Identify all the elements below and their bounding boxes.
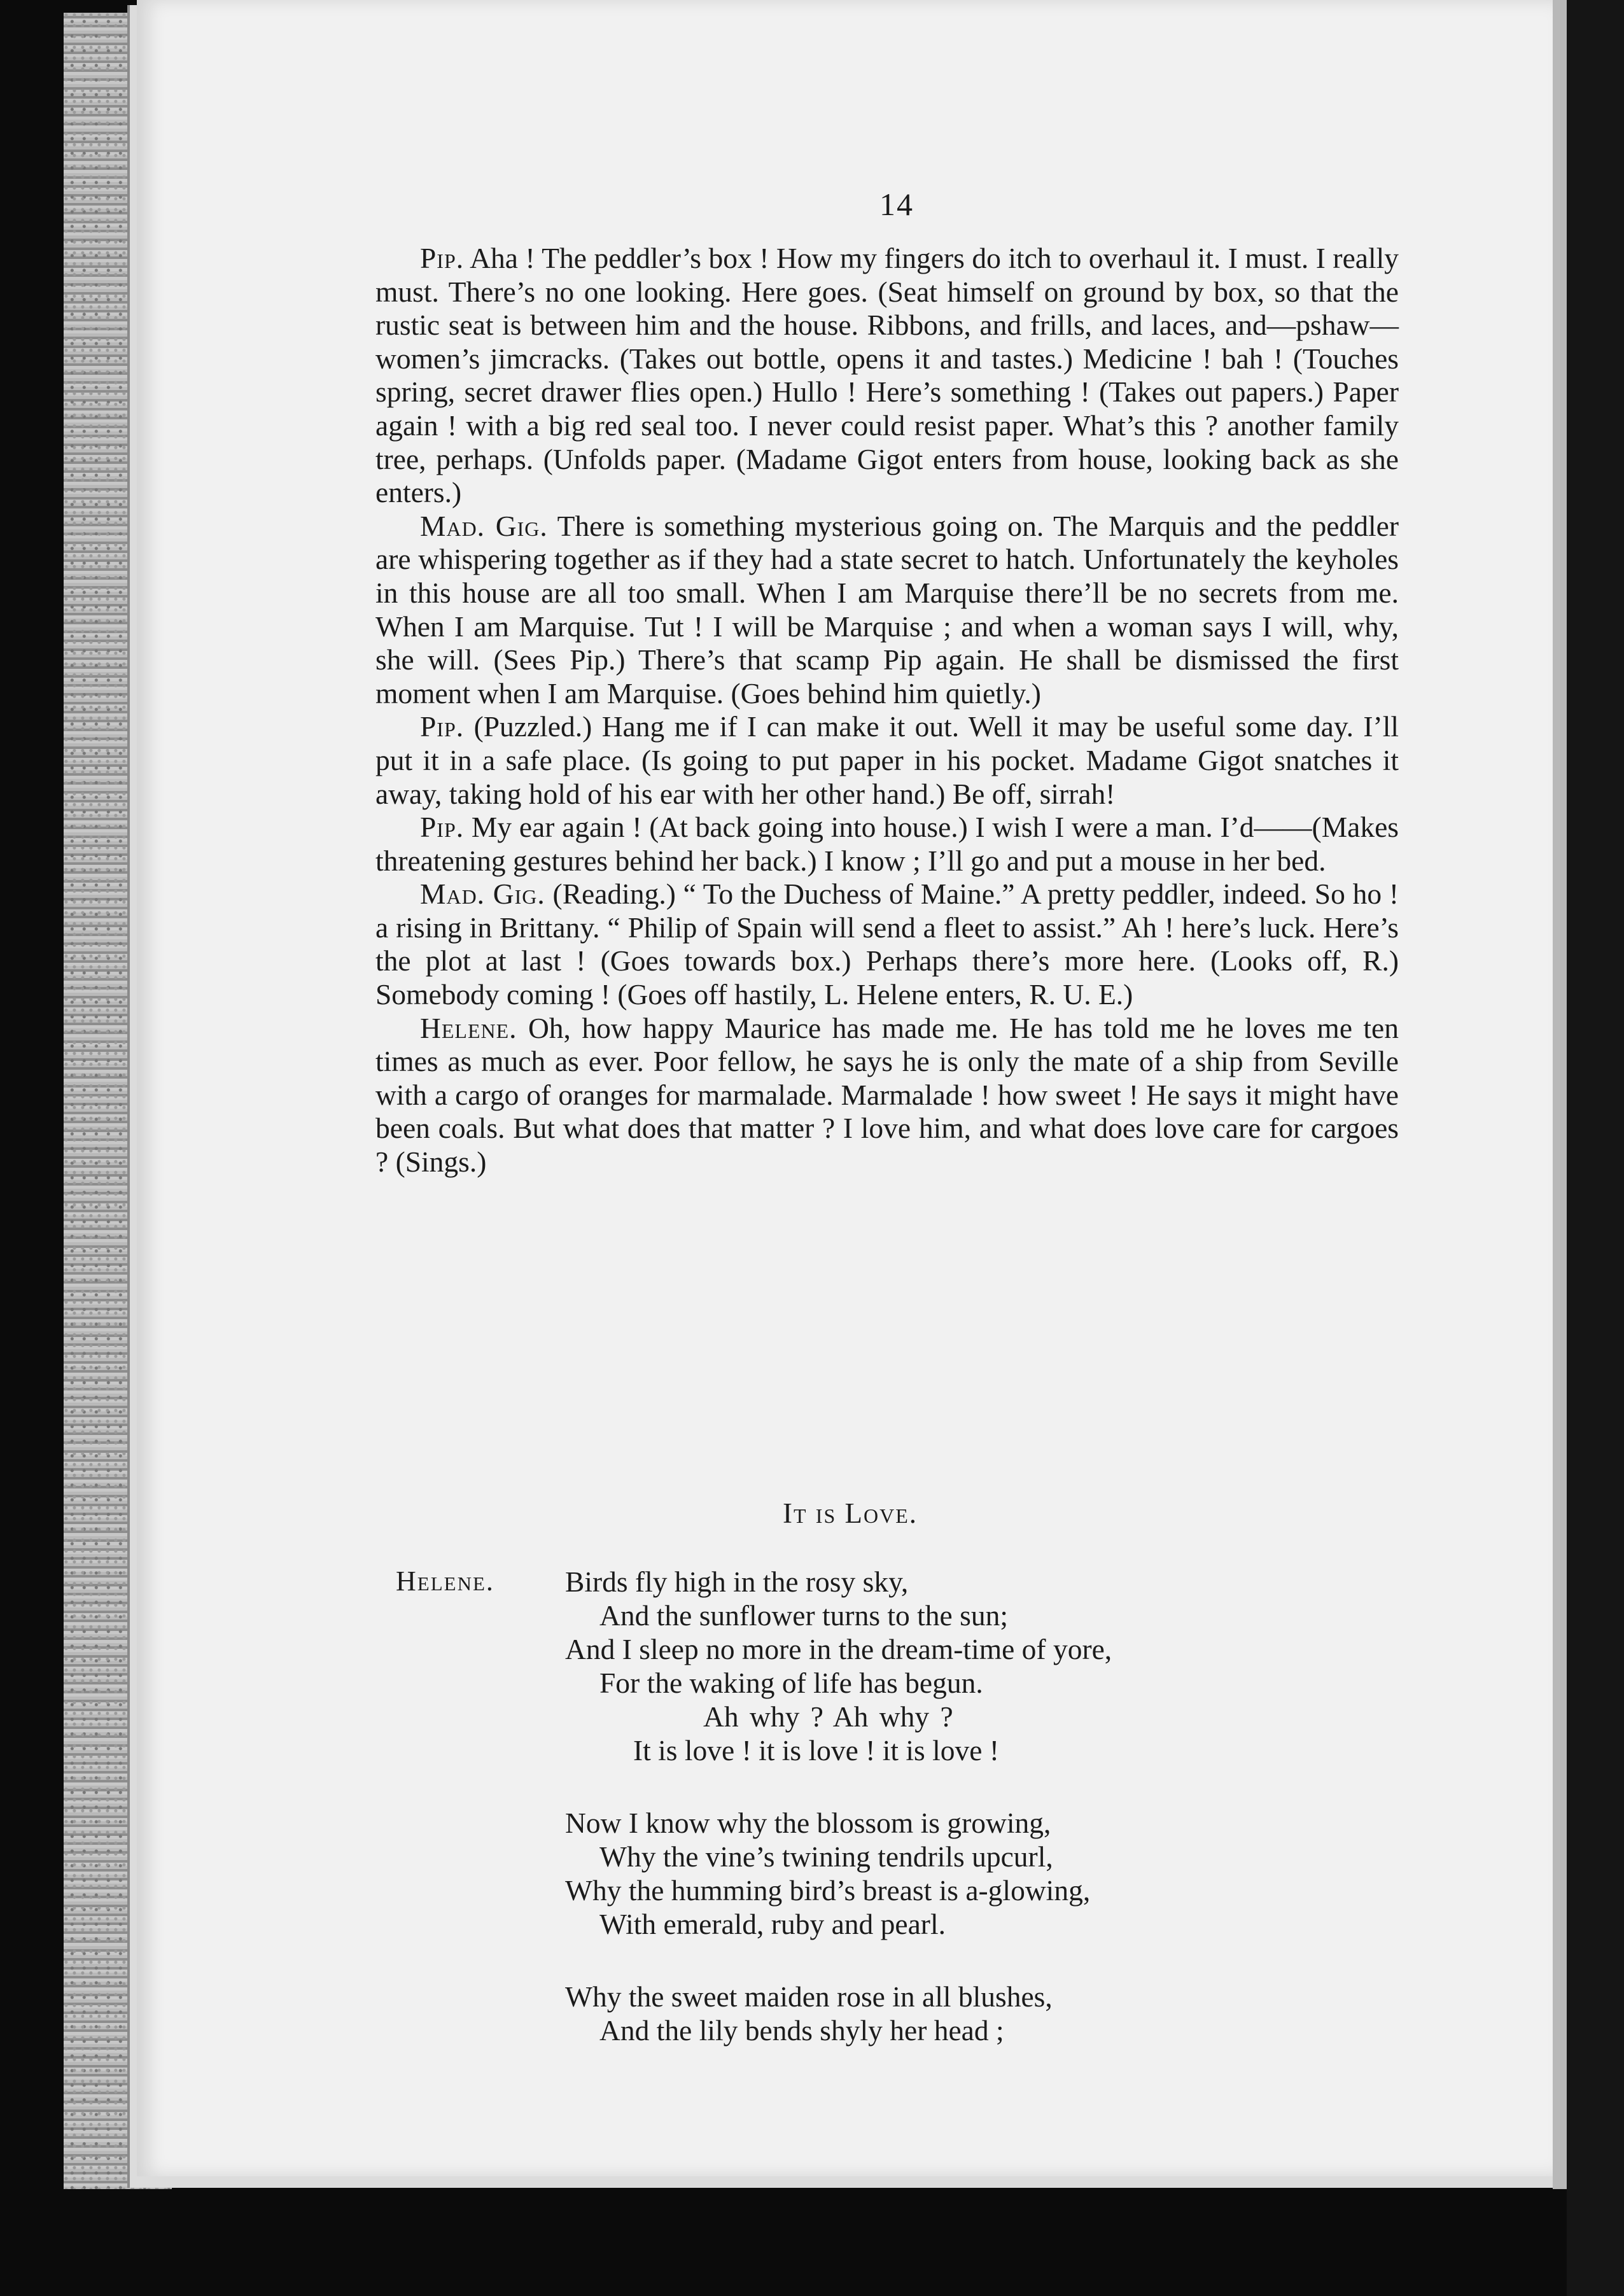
paragraph: [375, 1012, 1399, 1179]
verse-line: It is love ! it is love ! it is love !: [633, 1734, 999, 1767]
speaker-name: Pip.: [420, 811, 465, 844]
verse-line: Why the sweet maiden rose in all blushes,: [565, 1980, 1053, 2013]
speaker-name: Mad. Gig.: [420, 509, 548, 542]
speaker-name: Pip.: [420, 242, 465, 274]
paragraph: [375, 811, 1399, 878]
scanner-background: [1567, 0, 1624, 2296]
dialogue-text: [375, 242, 1399, 1179]
verse-line: Birds fly high in the rosy sky,: [565, 1565, 909, 1598]
verse-line: With emerald, ruby and pearl.: [599, 1908, 946, 1940]
verse-line: And the lily bends shyly her head ;: [599, 2014, 1004, 2047]
speaker-name: Pip.: [420, 710, 465, 743]
paragraph-text: (Reading.) “ To the Duchess of Maine.” A pretty peddler, indeed. So ho ! a rising in Brittany. “ Philip of Spain will send a fleet to assist.” Ah ! here’s luck. Here’s the plot at last ! (Goes towards box.) Perhaps there’s more here. (Looks off, R.) Somebody coming ! (Goes off hastily, L. Helene enters, R. U. E.): [375, 878, 1399, 1011]
verse-line: Why the humming bird’s breast is a-glowing,: [565, 1874, 1091, 1907]
song-speaker: Helene.: [396, 1565, 494, 1597]
paragraph-text: My ear again ! (At back going into house.) I wish I were a man. I’d——(Makes threatening gestures behind her back.) I know ; I’ll go and put a mouse in her bed.: [375, 811, 1399, 877]
song-title: It is Love.: [783, 1497, 918, 1529]
paragraph: [375, 878, 1399, 1011]
verse-line: Now I know why the blossom is growing,: [565, 1807, 1051, 1839]
paragraph: [375, 710, 1399, 811]
paragraph: [375, 510, 1399, 711]
verse-line: Why the vine’s twining tendrils upcurl,: [599, 1840, 1053, 1873]
verse-line: Ah why ? Ah why ?: [703, 1700, 953, 1733]
page-number: 14: [879, 186, 914, 222]
speaker-name: Mad. Gig.: [420, 878, 545, 911]
verse-line: And I sleep no more in the dream-time of yore,: [565, 1633, 1112, 1665]
speaker-name: Helene.: [420, 1011, 517, 1044]
paragraph-text: Oh, how happy Maurice has made me. He has told me he loves me ten times as much as ever. Poor fellow, he says he is only the mate of a ship from Seville with a cargo of oranges for marmalade. Marmalade ! how sweet ! He says it might have been coals. But what does that matter ? I love him, and what does love care for cargoes ? (Sings.): [375, 1011, 1399, 1179]
verse-line: For the waking of life has begun.: [599, 1667, 983, 1699]
verse-line: And the sunflower turns to the sun;: [599, 1599, 1008, 1632]
paragraph-text: Aha ! The peddler’s box ! How my fingers do itch to overhaul it. I must. I really must. There’s no one looking. Here goes. (Seat himself on ground by box, so that the rustic seat is between him and the house. Ribbons, and frills, and laces, and—pshaw—women’s jimcracks. (Takes out bottle, opens it and tastes.) Medicine ! bah ! (Touches spring, secret drawer flies open.) Hullo ! Here’s something ! (Takes out papers.) Paper again ! with a big red seal too. I never could resist paper. What’s this ? another family tree, perhaps. (Unfolds paper. (Madame Gigot enters from house, looking back as she enters.): [375, 242, 1399, 509]
paragraph-text: (Puzzled.) Hang me if I can make it out. Well it may be useful some day. I’ll put it in a safe place. (Is going to put paper in his pocket. Madame Gigot snatches it away, taking hold of his ear with her other hand.) Be off, sirrah!: [375, 710, 1399, 810]
paragraph-text: There is something mysterious going on. The Marquis and the peddler are whispering together as if they had a state secret to hatch. Unfortunately the keyholes in this house are all too small. When I am Marquise there’ll be no secrets from me. When I am Marquise. Tut ! I will be Marquise ; and when a woman says I will, why, she will. (Sees Pip.) There’s that scamp Pip again. He shall be dismissed the first moment when I am Marquise. (Goes behind him quietly.): [375, 509, 1399, 710]
paragraph: [375, 242, 1399, 510]
page-right-margin: [1553, 0, 1567, 2189]
